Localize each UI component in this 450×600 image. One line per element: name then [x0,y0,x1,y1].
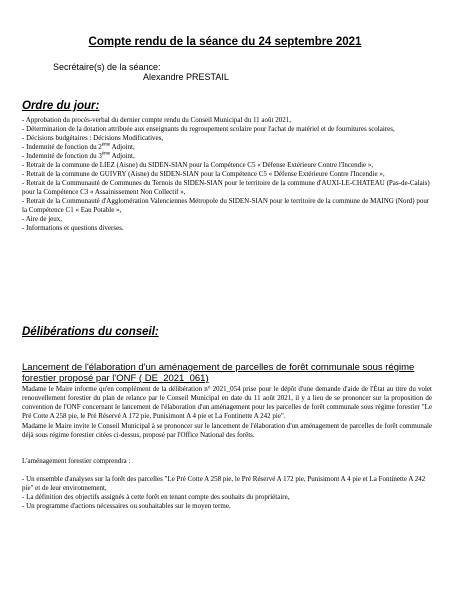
deliberation-paragraph-1: Madame le Maire informe qu'en complément de la délibération n° 2021_054 prise pour le dépôt d'une demande d'aide de l'État au titre du volet renouvellement forestier du plan de relance par le Conseil Municipal en date du 11 août 2021, il y a lieu de se prononcer sur la proposition de convention de l'ONF concernant le lancement de l'élaboration d'un aménagement pour les parcelles de forêt communale sous régime forestier "Le Pré Cotte A 258 pie, le Pré Réservé A 172 pie, Punisimont A 4 pie et La Fontinette A 242 pie". [22,385,432,420]
list-item: - Indemnité de fonction du 2ème Adjoint, [22,142,135,151]
ordre-du-jour-heading: Ordre du jour: [22,100,100,112]
deliberation-paragraph-2: Madame le Maire invite le Conseil Municipal à se prononcer sur le lancement de l'élaboration d'un aménagement de parcelles de forêt communale déjà sous régime forestier citées ci-dessus, proposé par l'Office National des forêts. [22,422,432,439]
amenagement-list [22,475,432,511]
list-item: - Décisions budgétaires : Décisions Modificatives, [22,134,164,142]
list-item: - Un programme d'actions nécessaires ou souhaitables sur le moyen terme. [22,502,231,510]
amenagement-intro: L'aménagement forestier comprendra : [22,457,131,465]
list-item: - Informations et questions diverses. [22,224,124,232]
list-item: - Retrait de la Communauté d'Agglomération Valenciennes Métropole du SIDEN-SIAN pour le territoire de la commune de MAING (Nord) pour la Compétence C1 « Eau Potable », [22,197,430,214]
list-item: - Retrait de la commune de GUIVRY (Aisne) du SIDEN-SIAN pour la Compétence C5 « Défense Extérieure Contre l'Incendie », [22,170,385,178]
list-item: - Détermination de la dotation attribuée aux enseignants du regroupement scolaire pour l'achat de matériel et de fournitures scolaires, [22,125,395,133]
ordre-du-jour-list [22,116,432,233]
deliberations-heading: Délibérations du conseil: [22,326,159,338]
deliberation-subject: Lancement de l'élaboration d'un aménagement de parcelles de forêt communale sous régime forestier proposé par l'ONF ( DE_2021_061) [22,362,415,384]
list-item: - La définition des objectifs assignés à cette forêt en tenant compte des souhaits du propriétaire, [22,493,290,501]
document-title: Compte rendu de la séance du 24 septembre 2021 [88,36,362,48]
secretaire-label: Secrétaire(s) de la séance: [53,62,161,72]
list-item: - Approbation du procès-verbal du dernier compte rendu du Conseil Municipal du 11 août 2021, [22,116,291,124]
list-item: - Aire de jeux, [22,215,63,223]
secretaire-name: Alexandre PRESTAIL [143,72,229,82]
list-item: - Un ensemble d'analyses sur la forêt des parcelles "Le Pré Cotte A 258 pie, le Pré Réservé A 172 pie, Punisimont A 4 pie et La Fontinette A 242 pie" et de leur environnement, [22,475,426,492]
list-item: - Retrait de la commune de LIEZ (Aisne) du SIDEN-SIAN pour la Compétence C5 « Défense Extérieure Contre l'Incendie », [22,161,374,169]
list-item: - Indemnité de fonction du 3ème Adjoint, [22,151,135,160]
list-item: - Retrait de la Communauté de Communes du Ternois du SIDEN-SIAN pour le territoire de la commune d'AUXI-LE-CHATEAU (Pas-de-Calais) pour la Compétence C3 « Assainissement Non Collectif », [22,179,430,196]
